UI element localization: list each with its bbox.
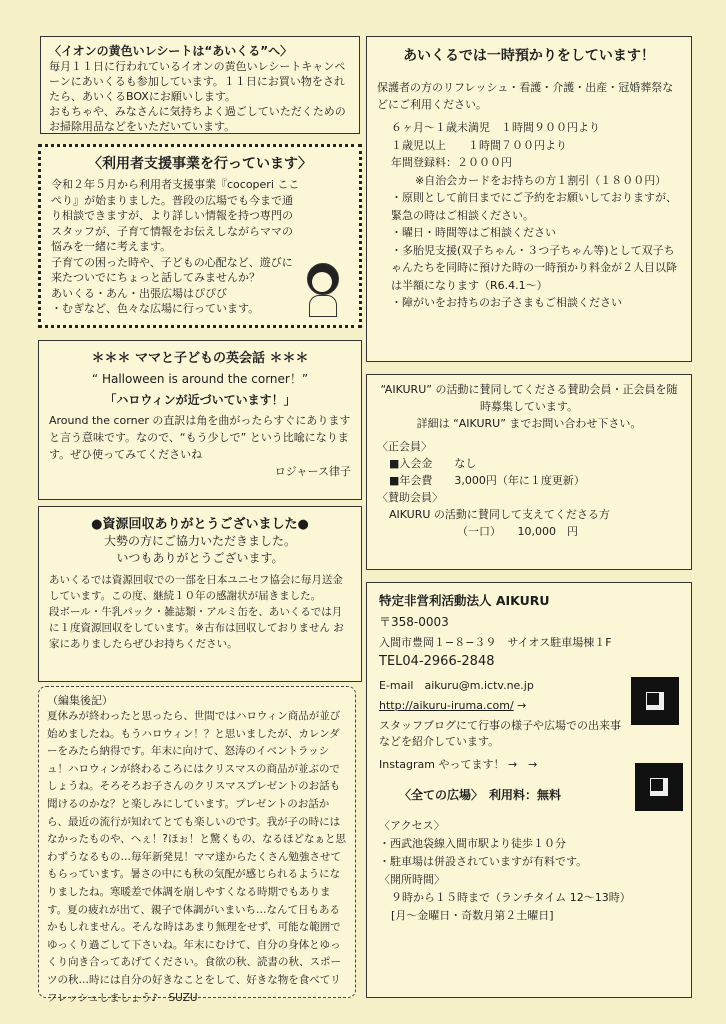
childcare-line: ・曜日・時間等はご相談ください (391, 226, 556, 239)
english-box (38, 340, 362, 500)
editor-body: 夏休みが終わったと思ったら、世間ではハロウィン商品が並び始めましたね。もうハロウィン！？と思いましたが、カレンダーをみたら納得です。年末に向けて、怒涛のイベントラッシュ！ハロウィンが終わるころにはクリスマスの商品が並ぶのでしょうね。そろそろお子さんのクリスマスプレゼントのお話も聞けるのかな？と楽しみにしています。プレゼントのお話から、最近の流行が知れてとても楽しいのです。我が子の時にはなかったものや、へぇ！?ほぉ！と驚くもの、なるほどなぁと思わずうなるもの…毎年新発見！ママ達からたくさん勉強させてもらっています。暑さの中にも秋の気配が感じられるようになりましたね。寒暖差で体調を崩しやすくなる時期でもあります。夏の疲れが出て、親子で体調がいまいち…なんて日もあるかもしれません。そんな時はあまり無理をせず、可能な範囲でゆっくり過ごして下さいね。年末にむけて、自分の身体とゆっくり向き合ってあげてください。食欲の秋、読書の秋、スポーツの秋…時には自分の好きなことをして、好きな物を食べてリフレッシュしましょう♪ SUZU (47, 710, 346, 1004)
childcare-intro: 保護者の方のリフレッシュ・看護・介護・出産・冠婚葬祭などにご利用ください。 (377, 81, 674, 111)
member-support-fee: （一口） 10,000 円 (457, 525, 578, 538)
childcare-line: １歳児以上 １時間７００円より (391, 138, 567, 152)
member-fee1: ■入会金 なし (389, 457, 477, 470)
support-body: 令和２年５月から利用者支援事業『cocoperi ここぺり』が始まりました。普段の広場でも今まで通り相談できますが、より詳しい情報を持つ専門のスタッフが、子育て情報をお伝えしながらママの悩みを一緒に考えます。 子育ての困った時や、子どもの心配など、遊びに来たついでにちょっと話してみませんか？ あいくる・あん・出張広場はぴぴび ・むぎなど、色々な広場に行っています。 (51, 178, 300, 315)
contact-tel: TEL04-2966-2848 (379, 654, 495, 669)
member-intro: “AIKURU” の活動に賛同してくださる賛助会員・正会員を随時募集しています。 詳細は “AIKURU” までお問い合わせ下さい。 (380, 383, 678, 430)
access-title: 〈アクセス〉 (379, 819, 445, 832)
recycle-body: あいくるでは資源回収での一部を日本ユニセフ協会に毎月送金しています。この度、継続１０年の感謝状が届きました。 段ボール・牛乳パック・雑誌類・アルミ缶を、あいくるでは月に１度資源回収をしています。※古布は回収しておりません お家にありましたらぜひお持ちください。 (49, 574, 344, 650)
days: [月〜金曜日・奇数月第２土曜日] (391, 909, 554, 922)
aeon-box (40, 36, 360, 134)
access-2: ・駐車場は併設されていますが有料です。 (379, 855, 588, 868)
access-1: ・西武池袋線入間市駅より徒歩１０分 (379, 837, 566, 850)
hours-title: 〈開所時間〉 (379, 873, 445, 886)
english-title: ＊＊＊ ママと子どもの英会話 ＊＊＊ (91, 351, 309, 366)
recycle-line2: いつもありがとうございます。 (116, 551, 284, 565)
english-phrase: “ Halloween is around the corner！” (91, 372, 309, 386)
member-fee2: ■年会費 3,000円（年に１度更新） (389, 474, 585, 487)
hours: ９時から１５時まで（ランチタイム 12〜13時） (391, 891, 631, 904)
qr-code-icon[interactable] (631, 677, 679, 725)
childcare-line: ・原則として前日までにご予約をお願いしておりますが、緊急の時はご相談ください。 (391, 191, 677, 222)
childcare-line: ・障がいをお持ちのお子さまもご相談ください (391, 296, 622, 309)
childcare-line: 年間登録料：２０００円 (391, 156, 512, 169)
member-box (366, 374, 692, 570)
contact-address: 入間市豊岡１−８−３９ サイオス駐車場棟１F (379, 636, 612, 649)
qr-code-icon[interactable] (635, 763, 683, 811)
member-support-title: 〈賛助会員〉 (377, 491, 443, 504)
arrow-icon: → (517, 699, 527, 712)
childcare-line: ※自治会カードをお持ちの方１割引（１８００円） (415, 173, 667, 187)
childcare-title: あいくるでは一時預かりをしています！ (403, 48, 655, 64)
contact-zip: 〒358-0003 (379, 615, 449, 629)
english-phrase-ja: 「ハロウィンが近づいています！」 (104, 393, 296, 407)
editor-box (38, 686, 356, 1004)
member-regular-title: 〈正会員〉 (377, 440, 432, 453)
contact-org: 特定非営利活動法人 AIKURU (379, 593, 550, 608)
contact-blog: スタッフブログにて行事の様子や広場での出来事などを紹介しています。 (379, 719, 621, 748)
support-title: 〈利用者支援事業を行っています〉 (88, 156, 312, 172)
contact-email[interactable]: E-mail aikuru@m.ictv.ne.jp (379, 679, 534, 692)
contact-insta[interactable]: Instagram やってます！ → → (379, 758, 538, 771)
childcare-list (377, 119, 681, 312)
editor-title: （編集後記） (47, 694, 113, 707)
english-body: Around the corner の直訳は角を曲がったらすぐにありますと言う意味です。なので、“もう少しで” という比喩になります。ぜひ使ってみてくださいね (49, 414, 351, 461)
aeon-body: 毎月１１日に行われているイオンの黄色いレシートキャンペーンにあいくるも参加しています。１１日にお買い物をされたら、あいくるBOXにお願いします。 おもちゃや、みなさんに気持ちよく過ごしていただくためのお掃除用品などをいただいています。 (49, 60, 346, 133)
english-author: ロジャース律子 (274, 465, 351, 478)
girl-illustration (303, 263, 343, 315)
childcare-box (366, 36, 692, 362)
support-box (38, 144, 362, 328)
childcare-line: ・多胎児支援(双子ちゃん・３つ子ちゃん等)として双子ちゃんたちを同時に預けた時の一時預かり料金が２人目以降は半額になります（R6.4.1〜） (391, 243, 677, 292)
aeon-title: 〈イオンの黄色いレシートは“あいくる”へ〉 (49, 44, 293, 58)
contact-box (366, 582, 692, 998)
recycle-box (38, 506, 362, 682)
recycle-line1: 大勢の方にご協力いただきました。 (103, 534, 296, 548)
childcare-line: ６ヶ月〜１歳未満児 １時間９００円より (391, 121, 600, 134)
recycle-title: ●資源回収ありがとうございました● (91, 517, 309, 532)
member-support-body: AIKURU の活動に賛同して支えてくださる方 (389, 508, 610, 521)
contact-url[interactable]: http://aikuru-iruma.com/ (379, 699, 514, 712)
contact-all: 〈全ての広場〉 利用料：無料 (399, 788, 562, 802)
